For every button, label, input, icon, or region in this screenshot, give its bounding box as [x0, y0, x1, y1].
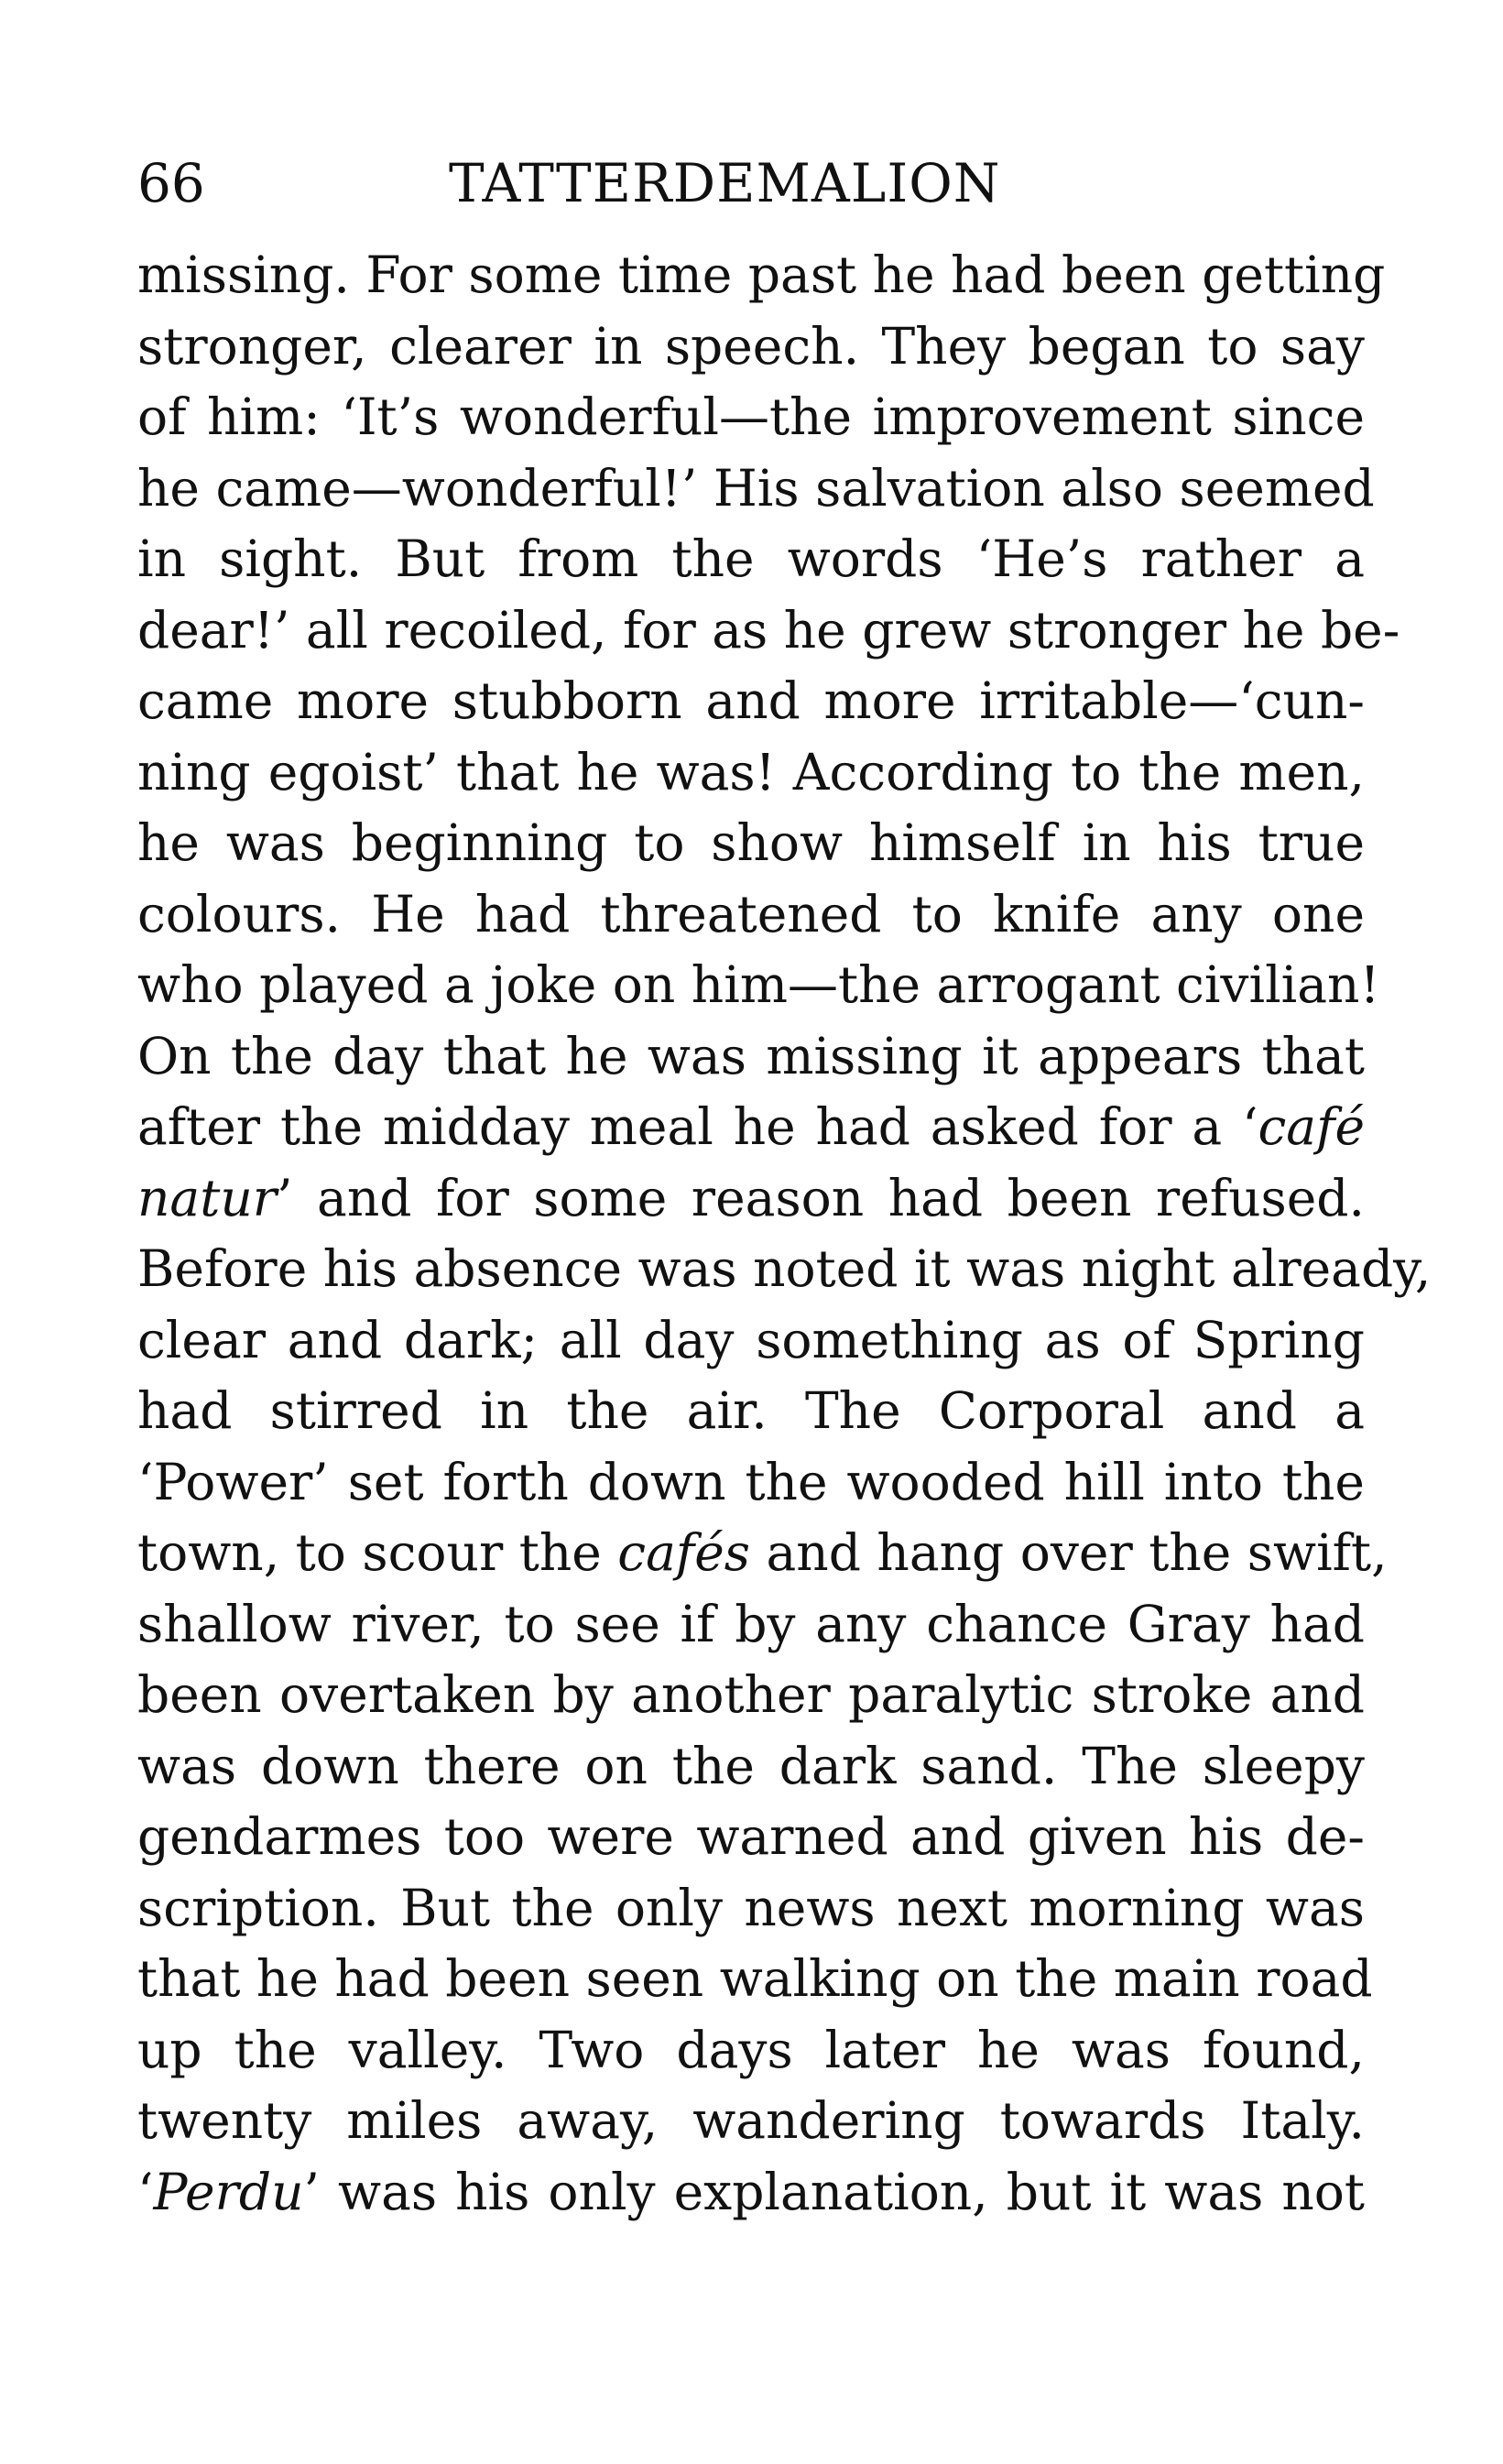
text-segment: twenty miles away, wandering towards Italy.	[137, 2091, 1365, 2150]
text-line	[137, 1589, 1365, 1661]
running-head	[137, 147, 1365, 220]
text-segment: ‘Power’ set forth down the wooded hill into the	[137, 1452, 1365, 1511]
text-segment: stronger, clearer in speech. They began to say	[137, 316, 1365, 376]
text-line	[137, 1873, 1365, 1945]
text-line	[137, 1021, 1365, 1093]
text-segment: had stirred in the air. The Corporal and a	[137, 1381, 1365, 1440]
text-segment: shallow river, to see if by any chance Gray had	[137, 1594, 1365, 1653]
text-segment: of him: ‘It’s wonderful—the improvement since	[137, 387, 1365, 446]
text-line	[137, 2015, 1365, 2087]
running-title: TATTERDEMALION	[449, 152, 1001, 214]
text-segment: ‘	[137, 2162, 154, 2221]
text-segment: ’ and for some reason had been refused.	[277, 1168, 1365, 1227]
text-segment: ’ was his only explanation, but it was not	[303, 2162, 1365, 2221]
text-line	[137, 1731, 1365, 1803]
text-segment: and hang over the swift,	[750, 1523, 1388, 1582]
text-segment: he came—wonderful!’ His salvation also seemed	[137, 458, 1375, 518]
text-segment: was down there on the dark sand. The sleepy	[137, 1736, 1365, 1795]
text-line	[137, 311, 1365, 383]
text-line	[137, 1518, 1388, 1589]
text-segment: who played a joke on him—the arrogant civilian!	[137, 955, 1380, 1014]
text-segment: Before his absence was noted it was night already,	[137, 1239, 1432, 1298]
italic-text: cafés	[617, 1523, 751, 1582]
italic-text: natur	[137, 1168, 278, 1227]
text-segment: clear and dark; all day something as of Spring	[137, 1310, 1365, 1369]
text-segment: ning egoist’ that he was! According to the men,	[137, 742, 1365, 801]
text-line	[137, 240, 1386, 311]
text-line	[137, 1944, 1373, 2015]
book-page	[137, 147, 1432, 2228]
text-line	[137, 1092, 1365, 1163]
text-line	[137, 950, 1380, 1021]
italic-text: Perdu	[153, 2162, 304, 2221]
text-line	[137, 1447, 1365, 1519]
text-line	[137, 524, 1365, 595]
text-segment: that he had been seen walking on the main road	[137, 1949, 1373, 2008]
text-line	[137, 382, 1365, 453]
text-segment: colours. He had threatened to knife any one	[137, 884, 1365, 943]
text-line	[137, 453, 1375, 525]
body-text	[137, 240, 1432, 2228]
text-line	[137, 2086, 1365, 2157]
italic-text: café	[1258, 1097, 1365, 1156]
text-segment: gendarmes too were warned and given his de-	[137, 1807, 1365, 1866]
text-segment: missing. For some time past he had been getting	[137, 245, 1386, 304]
text-segment: town, to scour the	[137, 1523, 618, 1582]
text-segment: up the valley. Two days later he was found,	[137, 2020, 1365, 2079]
text-line	[137, 1802, 1365, 1873]
text-line	[137, 595, 1400, 667]
text-segment: after the midday meal he had asked for a ‘	[137, 1097, 1258, 1156]
text-line	[137, 808, 1365, 879]
text-segment: scription. But the only news next morning was	[137, 1878, 1365, 1937]
text-line	[137, 2157, 1365, 2229]
page-number: 66	[137, 152, 205, 214]
text-line	[137, 1305, 1365, 1377]
text-line	[137, 1234, 1432, 1305]
text-line	[137, 1660, 1365, 1731]
text-segment: dear!’ all recoiled, for as he grew stronger he be-	[137, 600, 1400, 660]
text-line	[137, 1376, 1365, 1447]
text-segment: he was beginning to show himself in his true	[137, 813, 1365, 872]
text-segment: in sight. But from the words ‘He’s rather a	[137, 529, 1365, 588]
text-line	[137, 1163, 1365, 1235]
text-segment: came more stubborn and more irritable—‘cun-	[137, 671, 1365, 730]
text-line	[137, 879, 1365, 951]
text-segment: On the day that he was missing it appears that	[137, 1026, 1365, 1085]
text-segment: been overtaken by another paralytic stroke and	[137, 1665, 1365, 1724]
text-line	[137, 737, 1365, 809]
text-line	[137, 666, 1365, 737]
